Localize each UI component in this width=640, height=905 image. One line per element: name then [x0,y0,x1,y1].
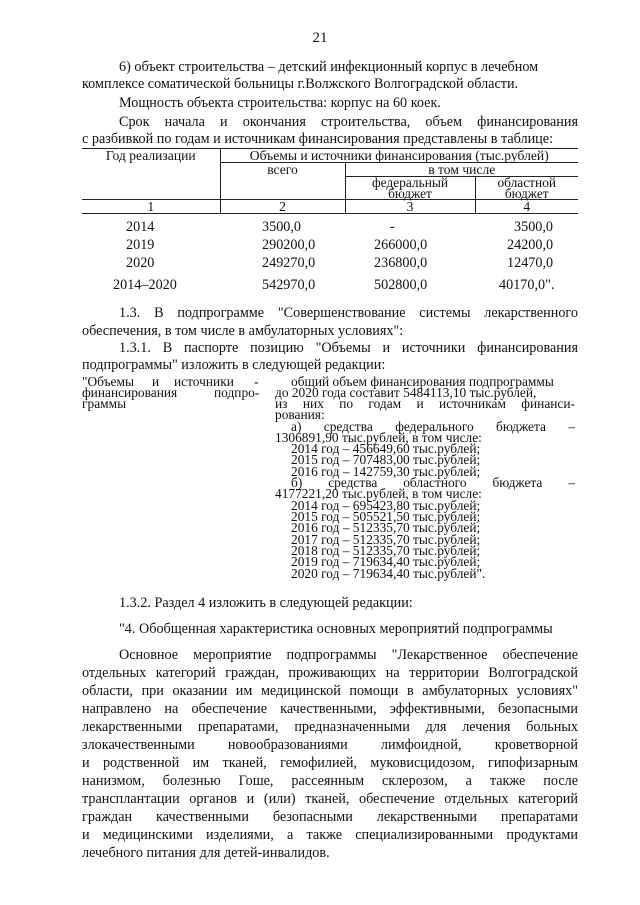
row-total: 290200,0 [262,237,316,253]
paragraph-line: области, при оказании им медицинской помощи в амбулаторных условиях" [82,683,578,699]
passport-left-word: - [254,374,259,389]
paragraph-line: и медицинскими изделиями, а также специализированными продуктами [82,827,578,843]
row-year: 2020 [126,255,155,271]
section-1-3-2: 1.3.2. Раздел 4 изложить в следующей редакции: [119,595,413,611]
section-1-3-line2: обеспечения, в том числе в амбулаторных условиях": [82,323,404,339]
capacity-text: Мощность объекта строительства: корпус на 60 коек. [119,95,441,111]
paragraph-line: отдельных категорий граждан, проживающих на территории Волгоградской [82,665,578,681]
section-1-3-1-line1: 1.3.1. В паспорте позицию "Объемы и источники финансирования [119,340,578,356]
col-num-1: 1 [82,200,220,214]
paragraph-line: направлено на обеспечение качественными, эффективными, безопасными [82,701,578,717]
row-year: 2014–2020 [113,277,177,293]
row-federal: 502800,0 [374,277,428,293]
row-federal: 236800,0 [374,255,428,271]
passport-left-word: граммы [82,396,127,411]
paragraph-line: злокачественными новообразованиями лимфоидной, кроветворной [82,737,578,753]
item6-line1: 6) объект строительства – детский инфекционный корпус в лечебном [119,59,539,75]
page-number: 21 [312,30,328,46]
passport-line: 2019 год – 719634,40 тыс.рублей; [291,554,481,569]
paragraph-line: граждан качественными безопасными лекарственными препаратами [82,809,578,825]
paragraph-line: лечебного питания для детей-инвалидов. [82,845,330,861]
passport-left-word: и [152,374,160,389]
passport-left-word: финансирования [82,385,178,400]
paragraph-line: нанизмом, болезнью Гоше, рассеянным склерозом, а также после [82,773,578,789]
row-regional: 24200,0 [507,237,554,253]
row-regional: 40170,0". [499,277,555,293]
passport-line: 2016 год – 512335,70 тыс.рублей; [291,520,481,535]
section-1-3-1-line2: подпрограммы" изложить в следующей редакции: [82,357,386,373]
header-total: всего [220,163,345,200]
passport-line: 2014 год – 456649,60 тыс.рублей; [291,441,481,456]
paragraph-line: трансплантации органов и (или) тканей, обеспечение отдельных категорий [82,791,578,807]
passport-left-word: источники [174,374,234,389]
row-year: 2014 [126,219,155,235]
passport-line: а) средства федерального бюджета – [291,419,575,434]
paragraph-line: лекарственными препаратами, предназначенными для лечения больных [82,719,578,735]
passport-line: 2014 год – 695423,80 тыс.рублей; [291,498,481,513]
terms-line2: с разбивкой по годам и источникам финансирования представлены в таблице: [82,131,554,147]
passport-line: 2017 год – 512335,70 тыс.рублей; [291,532,481,547]
section-1-3-line1: 1.3. В подпрограмме "Совершенствование системы лекарственного [119,305,578,321]
passport-left-word: подпро- [214,385,260,400]
header-federal: федеральный бюджет [345,177,475,200]
passport-line: 2016 год – 142759,30 тыс.рублей; [291,464,481,479]
header-regional: областной бюджет [475,177,578,200]
terms-line1: Срок начала и окончания строительства, объем финансирования [119,114,578,130]
row-total: 3500,0 [262,219,302,235]
header-year: Год реализации [82,149,220,200]
passport-line: рования: [275,407,325,422]
passport-line: 2018 год – 512335,70 тыс.рублей; [291,543,481,558]
passport-line: до 2020 года составит 5484113,10 тыс.рублей, [275,385,537,400]
header-including: в том числе [345,163,578,177]
passport-line: из них по годам и источникам финанси- [275,396,575,411]
row-regional: 3500,0 [514,219,554,235]
section-4-heading: "4. Обобщенная характеристика основных мероприятий подпрограммы [119,621,553,637]
header-volumes: Объемы и источники финансирования (тыс.рублей) [220,149,578,163]
row-regional: 12470,0 [507,255,554,271]
passport-line: 2015 год – 707483,00 тыс.рублей; [291,452,481,467]
passport-left-word: "Объемы [82,374,134,389]
passport-line: 2020 год – 719634,40 тыс.рублей". [291,566,486,581]
col-num-4: 4 [475,200,578,214]
financing-table [82,148,578,214]
passport-line: 2015 год – 505521,50 тыс.рублей; [291,509,481,524]
paragraph-line: Основное мероприятие подпрограммы "Лекарственное обеспечение [119,647,578,663]
item6-line2: комплексе соматической больницы г.Волжского Волгоградской области. [82,76,519,92]
paragraph-line: и родственной им тканей, гемофилией, муковисцидозом, гипофизарным [82,755,578,771]
col-num-2: 2 [220,200,345,214]
passport-line: 1306891,90 тыс.рублей, в том числе: [275,430,482,445]
row-federal: 266000,0 [374,237,428,253]
row-year: 2019 [126,237,155,253]
row-federal: - [390,219,395,235]
row-total: 249270,0 [262,255,316,271]
passport-line: общий объем финансирования подпрограммы [291,374,554,389]
passport-line: б) средства областного бюджета – [291,475,575,490]
col-num-3: 3 [345,200,475,214]
row-total: 542970,0 [262,277,316,293]
passport-line: 4177221,20 тыс.рублей, в том числе: [275,486,482,501]
